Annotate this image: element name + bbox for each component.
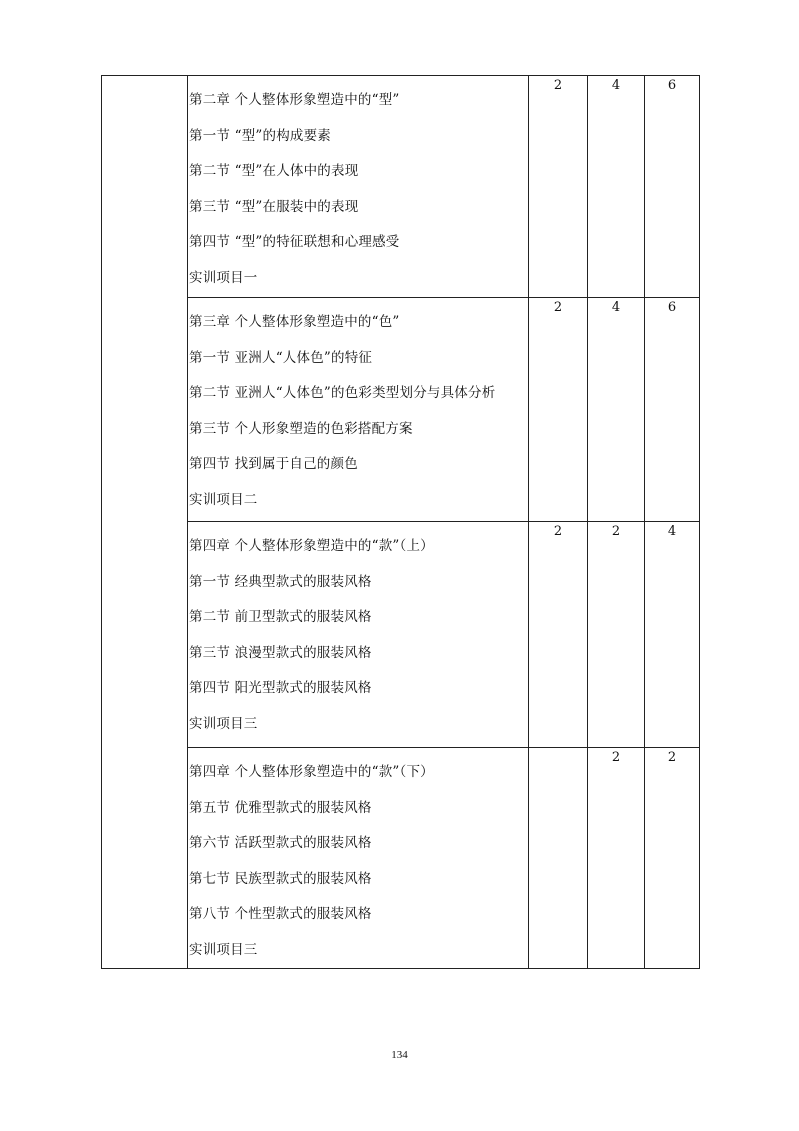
hours-col-b: 2 (588, 522, 645, 748)
hours-col-c: 6 (645, 298, 700, 522)
section-line: 第一节 “型”的构成要素 (189, 127, 331, 144)
content-cell (188, 298, 529, 522)
section-line: 第三节 个人形象塑造的色彩搭配方案 (189, 420, 413, 437)
section-line: 第八节 个性型款式的服装风格 (189, 906, 372, 922)
section-line: 第三节 “型”在服装中的表现 (189, 198, 359, 215)
section-line: 第六节 活跃型款式的服装风格 (189, 835, 372, 851)
hours-col-a: 2 (529, 76, 588, 298)
hours-col-b: 2 (588, 748, 645, 969)
training-project-line: 实训项目一 (189, 269, 258, 286)
training-project-line: 实训项目二 (189, 491, 258, 508)
hours-col-c: 6 (645, 76, 700, 298)
table-row-chapter-4-part-2 (102, 748, 700, 969)
hours-col-a: 2 (529, 298, 588, 522)
section-line: 第五节 优雅型款式的服装风格 (189, 799, 372, 816)
content-cell (188, 748, 529, 969)
table-row-chapter-2 (102, 76, 700, 298)
page-number: 134 (391, 1049, 408, 1061)
content-cell (188, 76, 529, 298)
training-project-line: 实训项目三 (189, 941, 258, 958)
section-line: 第七节 民族型款式的服装风格 (189, 870, 372, 887)
section-line: 第四节 阳光型款式的服装风格 (189, 680, 372, 696)
section-line: 第二节 亚洲人“人体色”的色彩类型划分与具体分析 (189, 385, 496, 401)
section-line: 第一节 亚洲人“人体色”的特征 (189, 349, 373, 366)
section-line: 第四节 “型”的特征联想和心理感受 (189, 234, 400, 250)
hours-col-b: 4 (588, 76, 645, 298)
section-line: 第四节 找到属于自己的颜色 (189, 456, 358, 472)
table-row-chapter-4-part-1 (102, 522, 700, 748)
hours-col-b: 4 (588, 298, 645, 522)
chapter-title: 第三章 个人整体形象塑造中的“色” (189, 314, 400, 330)
section-line: 第二节 “型”在人体中的表现 (189, 163, 359, 179)
merged-left-cell (102, 76, 188, 969)
section-line: 第三节 浪漫型款式的服装风格 (189, 644, 372, 661)
course-schedule-table (101, 75, 700, 969)
table-row-chapter-3 (102, 298, 700, 522)
hours-col-a: 2 (529, 522, 588, 748)
hours-col-c: 4 (645, 522, 700, 748)
content-cell (188, 522, 529, 748)
section-line: 第一节 经典型款式的服装风格 (189, 573, 372, 590)
hours-col-a (529, 748, 588, 969)
training-project-line: 实训项目三 (189, 715, 258, 732)
hours-col-c: 2 (645, 748, 700, 969)
section-line: 第二节 前卫型款式的服装风格 (189, 609, 372, 625)
chapter-title: 第四章 个人整体形象塑造中的“款”（上） (189, 538, 434, 554)
chapter-title: 第四章 个人整体形象塑造中的“款”（下） (189, 764, 434, 780)
chapter-title: 第二章 个人整体形象塑造中的“型” (189, 92, 400, 108)
